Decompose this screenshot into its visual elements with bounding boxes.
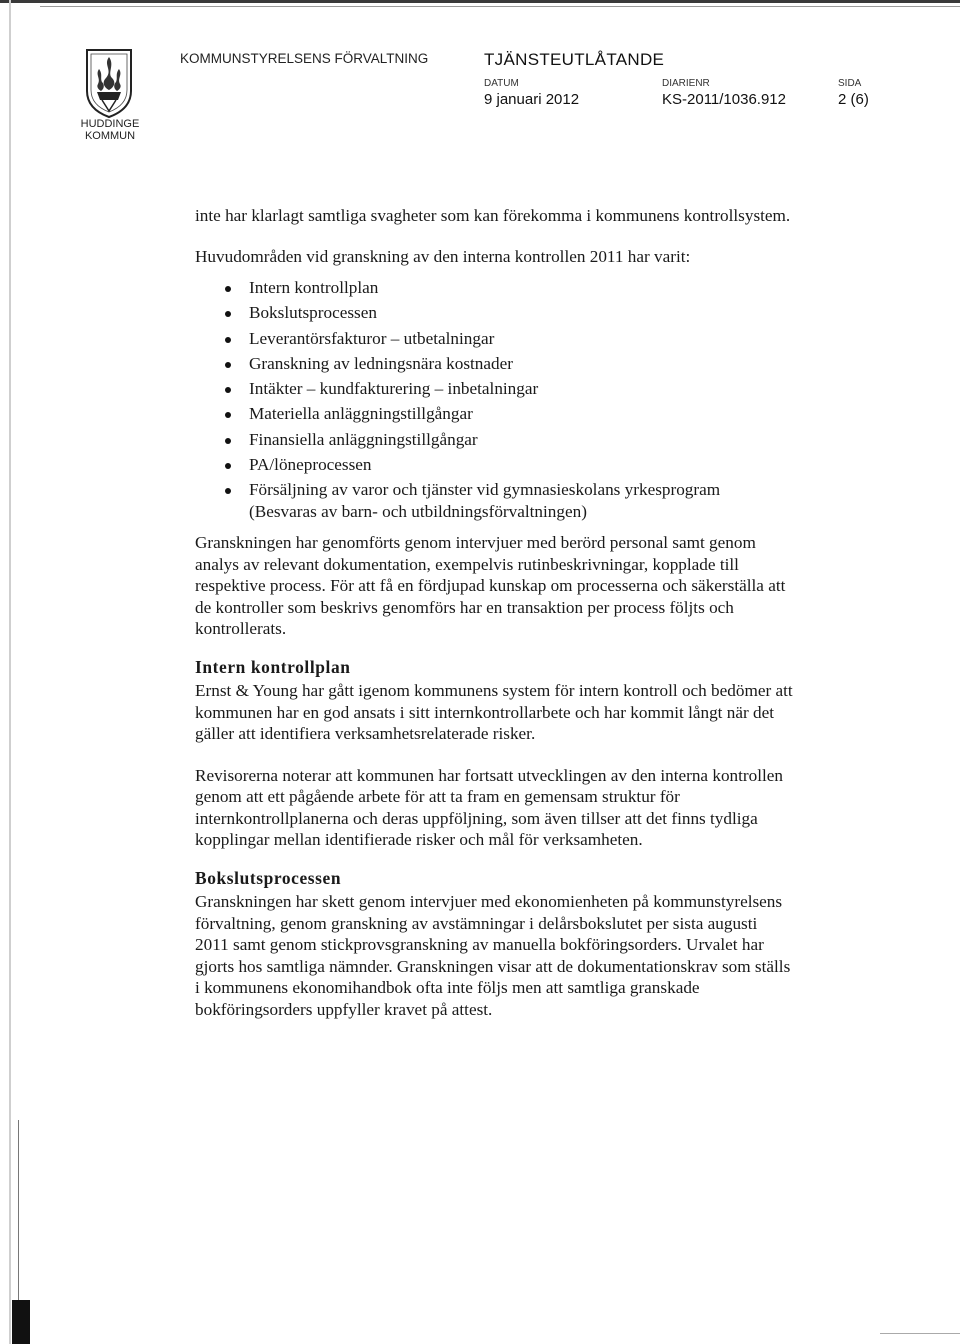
scan-edge-mark — [12, 1300, 30, 1344]
organization-name — [74, 118, 146, 142]
list-item — [195, 454, 795, 476]
method-paragraph: Granskningen har genomförts genom intervjuer med berörd personal samt genom analys av relevant dokumentation, exempelvis rutinbeskrivningar, kopplade till respektive process. För att få en fördjupad kunskap om processerna och säkerställa att de kontroller som beskrivs genomförs har en transaktion per process följts och kontrollerats. — [195, 533, 786, 639]
list-item-text: Bokslutsprocessen — [249, 303, 377, 323]
bullet-icon — [225, 286, 231, 292]
list-item-text: PA/löneprocessen — [249, 455, 372, 475]
section-heading-intern-kontrollplan: Intern kontrollplan — [195, 656, 351, 677]
list-item — [195, 479, 795, 522]
review-areas-list — [195, 277, 795, 522]
list-item-text: Intern kontrollplan — [249, 278, 379, 297]
section-paragraph: Granskningen har skett genom intervjuer med ekonomienheten på kommunstyrelsens förvaltning, genom granskning av avstämningar i delårsbokslutet per sista augusti 2011 samt genom stickprovsgranskning av manuella bokföringsorders. Urvalet har gjorts hos samtliga nämnder. Granskningen visar att de dokumentationskrav som ställs i kommunens ekonomihandbok ofta inte följs men att samtliga granskade bokföringsorders uppfyller kravet på attest. — [195, 892, 791, 1019]
list-item — [195, 429, 795, 451]
intro-paragraph: Huvudområden vid granskning av den interna kontrollen 2011 har varit: — [195, 246, 691, 266]
list-item-text: Materiella anläggningstillgångar — [249, 404, 473, 424]
bullet-icon — [225, 438, 231, 444]
list-item — [195, 378, 795, 400]
list-item — [195, 353, 795, 375]
bullet-icon — [225, 311, 231, 317]
section-heading-bokslutsprocessen: Bokslutsprocessen — [195, 867, 342, 888]
date-label: DATUM — [484, 78, 519, 89]
list-item — [195, 328, 795, 350]
list-item — [195, 277, 795, 299]
bullet-icon — [225, 387, 231, 393]
list-item-note: (Besvaras av barn- och utbildningsförvaltningen) — [249, 501, 587, 521]
list-item-text: Försäljning av varor och tjänster vid gymnasieskolans yrkesprogram — [249, 480, 721, 500]
organization-name-line-2: KOMMUN — [84, 130, 136, 142]
list-item — [195, 302, 795, 324]
bullet-icon — [225, 463, 231, 469]
scan-edge-left — [9, 0, 11, 1344]
document-type: TJÄNSTEUTLÅTANDE — [484, 50, 665, 69]
list-item-text: Finansiella anläggningstillgångar — [249, 429, 478, 449]
date-value: 9 januari 2012 — [484, 91, 580, 108]
list-item — [195, 403, 795, 425]
scan-edge-top — [0, 0, 960, 3]
page-label: SIDA — [838, 78, 862, 89]
section-paragraph: Revisorerna noterar att kommunen har fortsatt utvecklingen av den interna kontrollen genom att ett pågående arbete för att ta fram en gemensam struktur för internkontrollplanerna och deras uppföljning, som även tillser att det finns tydliga kopplingar mellan identifierade risker och mål för verksamheten. — [195, 765, 784, 850]
scan-edge-line — [40, 6, 960, 7]
list-item-text: Granskning av ledningsnära kostnader — [249, 353, 513, 373]
list-item-text: Intäkter – kundfakturering – inbetalningar — [249, 379, 539, 399]
reference-number: KS-2011/1036.912 — [662, 91, 786, 108]
scan-edge-bottom — [880, 1333, 960, 1334]
huddinge-coat-of-arms-logo — [84, 47, 134, 119]
bullet-icon — [225, 362, 231, 368]
bullet-icon — [225, 412, 231, 418]
bullet-icon — [225, 337, 231, 343]
section-paragraph: Ernst & Young har gått igenom kommunens system för intern kontroll och bedömer att kommunen har en god ansats i sitt internkontrollarbete och har kommit långt när det gäller att identifiera verksamhetsrelaterade risker. — [195, 681, 793, 744]
document-body — [195, 205, 795, 1020]
organization-name-line-1: HUDDINGE — [80, 118, 140, 130]
continuation-paragraph: inte har klarlagt samtliga svagheter som kan förekomma i kommunens kontrollsystem. — [195, 206, 791, 225]
list-item-text: Leverantörsfakturor – utbetalningar — [249, 328, 495, 348]
page-number: 2 (6) — [838, 91, 869, 108]
bullet-icon — [225, 488, 231, 494]
reference-label: DIARIENR — [662, 78, 710, 89]
department-name: KOMMUNSTYRELSENS FÖRVALTNING — [180, 51, 429, 66]
